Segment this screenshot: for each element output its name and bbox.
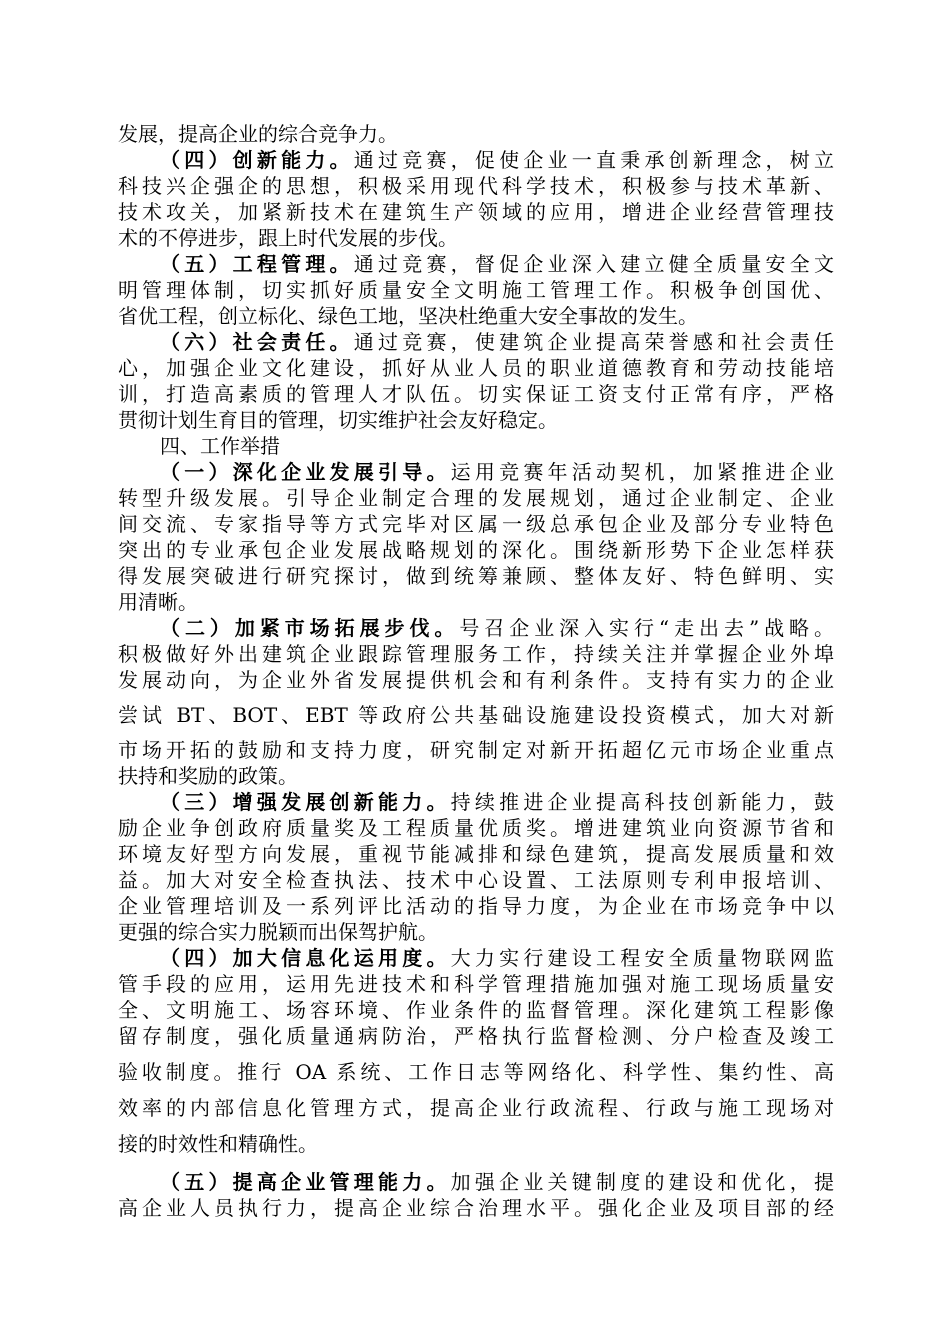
text-line: 心，加强企业文化建设，抓好从业人员的职业道德教育和劳动技能培 bbox=[118, 356, 834, 380]
text-line: 管手段的应用，运用先进技术和科学管理措施加强对施工现场质量安 bbox=[118, 972, 834, 996]
text-line: 励企业争创政府质量奖及工程质量优质奖。增进建筑业向资源节省和 bbox=[118, 816, 834, 840]
text-line: 尝试 BT、BOT、EBT 等政府公共基础设施建设投资模式，加大对新 bbox=[118, 703, 834, 727]
bold-heading: （二）加紧市场拓展步伐。 bbox=[160, 616, 460, 640]
section-heading-line: （四）加大信息化运用度。大力实行建设工程安全质量物联网监 bbox=[160, 946, 835, 970]
text-line: 转型升级发展。引导企业制定合理的发展规划，通过企业制定、企业 bbox=[118, 486, 834, 510]
section-heading-line: （五）工程管理。通过竞赛，督促企业深入建立健全质量安全文 bbox=[160, 252, 835, 276]
section-heading-line: （三）增强发展创新能力。持续推进企业提高科技创新能力，鼓 bbox=[160, 790, 835, 814]
bold-heading: （六）社会责任。 bbox=[160, 330, 354, 354]
text-line: 明管理体制，切实抓好质量安全文明施工管理工作。积极争创国优、 bbox=[118, 278, 834, 302]
text-line: 发展，提高企业的综合竞争力。 bbox=[118, 122, 398, 146]
section-heading-line: （二）加紧市场拓展步伐。号召企业深入实行“走出去”战略。 bbox=[160, 616, 835, 640]
text-line: 市场开拓的鼓励和支持力度，研究制定对新开拓超亿元市场企业重点 bbox=[118, 738, 834, 762]
text-line: 积极做好外出建筑企业跟踪管理服务工作，持续关注并掌握企业外埠 bbox=[118, 642, 834, 666]
text-line: 企业管理培训及一系列评比活动的指导力度，为企业在市场竞争中以 bbox=[118, 894, 834, 918]
text-line: 术的不停进步，跟上时代发展的步伐。 bbox=[118, 226, 458, 250]
text-line: 得发展突破进行研究探讨，做到统筹兼顾、整体友好、特色鲜明、实 bbox=[118, 564, 834, 588]
bold-heading: （四）创新能力。 bbox=[160, 148, 354, 172]
text-line: 接的时效性和精确性。 bbox=[118, 1132, 318, 1156]
section-heading-line: （六）社会责任。通过竞赛，使建筑企业提高荣誉感和社会责任 bbox=[160, 330, 835, 354]
text-line: 技术攻关，加紧新技术在建筑生产领域的应用，增进企业经营管理技 bbox=[118, 200, 834, 224]
bold-heading: （一）深化企业发展引导。 bbox=[160, 460, 451, 484]
text-line: 突出的专业承包企业发展战略规划的深化。围绕新形势下企业怎样获 bbox=[118, 538, 834, 562]
text-line: 更强的综合实力脱颖而出保驾护航。 bbox=[118, 920, 438, 944]
text-line: 贯彻计划生育目的管理，切实维护社会友好稳定。 bbox=[118, 408, 558, 432]
section-heading-line: （一）深化企业发展引导。运用竞赛年活动契机，加紧推进企业 bbox=[160, 460, 835, 484]
section-heading-line: （五）提高企业管理能力。加强企业关键制度的建设和优化，提 bbox=[160, 1170, 835, 1194]
text-line: 间交流、专家指导等方式完毕对区属一级总承包企业及部分专业特色 bbox=[118, 512, 834, 536]
bold-heading: （三）增强发展创新能力。 bbox=[160, 790, 451, 814]
bold-heading: （五）提高企业管理能力。 bbox=[160, 1170, 451, 1194]
text-line: 扶持和奖励的政策。 bbox=[118, 764, 298, 788]
text-line: 用清晰。 bbox=[118, 590, 198, 614]
bold-heading: （五）工程管理。 bbox=[160, 252, 354, 276]
text-line: 高企业人员执行力，提高企业综合治理水平。强化企业及项目部的经 bbox=[118, 1196, 834, 1220]
text-line: 留存制度，强化质量通病防治，严格执行监督检测、分户检查及竣工 bbox=[118, 1024, 834, 1048]
bold-heading: （四）加大信息化运用度。 bbox=[160, 946, 451, 970]
section-heading-line: （四）创新能力。通过竞赛，促使企业一直秉承创新理念，树立 bbox=[160, 148, 835, 172]
text-line: 发展动向，为企业外省发展提供机会和有利条件。支持有实力的企业 bbox=[118, 668, 834, 692]
text-line: 效率的内部信息化管理方式，提高企业行政流程、行政与施工现场对 bbox=[118, 1096, 834, 1120]
text-line: 益。加大对安全检查执法、技术中心设置、工法原则专利申报培训、 bbox=[118, 868, 834, 892]
text-line: 省优工程，创立标化、绿色工地，坚决杜绝重大安全事故的发生。 bbox=[118, 304, 698, 328]
section-title: 四、工作举措 bbox=[160, 434, 280, 458]
text-line: 训，打造高素质的管理人才队伍。切实保证工资支付正常有序，严格 bbox=[118, 382, 834, 406]
text-line: 环境友好型方向发展，重视节能减排和绿色建筑，提高发展质量和效 bbox=[118, 842, 834, 866]
text-line: 验收制度。推行 OA 系统、工作日志等网络化、科学性、集约性、高 bbox=[118, 1060, 834, 1084]
text-line: 全、文明施工、场容环境、作业条件的监督管理。深化建筑工程影像 bbox=[118, 998, 834, 1022]
text-line: 科技兴企强企的思想，积极采用现代科学技术，积极参与技术革新、 bbox=[118, 174, 834, 198]
